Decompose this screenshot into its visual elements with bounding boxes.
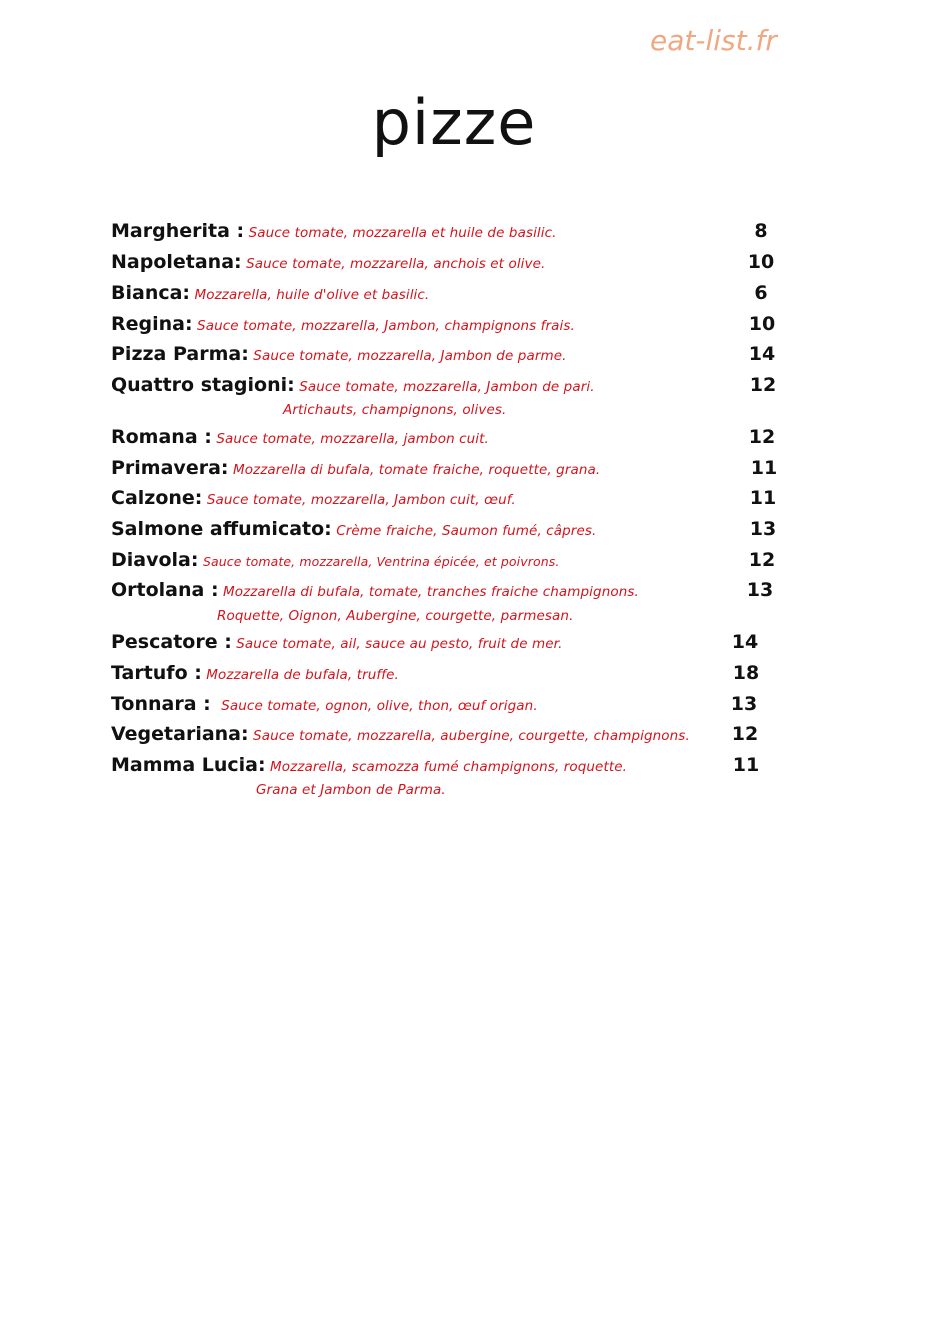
item-name: Tonnara : <box>111 693 211 715</box>
item-description: Mozzarella, huile d'olive et basilic. <box>194 287 430 303</box>
item-name: Diavola: <box>111 549 199 571</box>
item-description: Sauce tomate, mozzarella, jambon cuit. <box>216 431 489 447</box>
item-price: 6 <box>754 282 768 304</box>
item-price: 11 <box>732 754 760 776</box>
item-description: Sauce tomate, mozzarella, Jambon de pari. <box>299 379 595 395</box>
menu-item-regina <box>111 311 575 339</box>
menu-item-diavola <box>111 547 559 575</box>
item-description: Sauce tomate, mozzarella, Jambon cuit, œuf. <box>206 492 516 508</box>
item-description: Sauce tomate, mozzarella, aubergine, courgette, champignons. <box>253 728 690 744</box>
item-price: 10 <box>748 313 776 335</box>
item-description: Crème fraiche, Saumon fumé, câpres. <box>336 523 597 539</box>
menu-item-ortolana <box>111 577 639 605</box>
menu-item-primavera <box>111 455 600 483</box>
item-name: Margherita : <box>111 220 245 242</box>
item-price: 14 <box>748 343 776 365</box>
item-description: Sauce tomate, mozzarella et huile de basilic. <box>248 225 557 241</box>
item-description: Mozzarella di bufala, tomate, tranches fraiche champignons. <box>223 584 639 600</box>
item-price: 8 <box>754 220 768 242</box>
item-price: 18 <box>732 662 760 684</box>
item-name: Mamma Lucia: <box>111 754 266 776</box>
item-price: 10 <box>747 251 775 273</box>
item-price: 11 <box>749 487 777 509</box>
item-description: Sauce tomate, ognon, olive, thon, œuf origan. <box>221 698 538 714</box>
menu-item-vegetariana <box>111 721 690 749</box>
item-description: Mozzarella, scamozza fumé champignons, roquette. <box>270 759 628 775</box>
item-description: Sauce tomate, ail, sauce au pesto, fruit de mer. <box>236 636 563 652</box>
menu-item-tonnara <box>111 691 538 719</box>
item-name: Napoletana: <box>111 251 242 273</box>
menu-item-tartufo <box>111 660 399 688</box>
item-price: 12 <box>748 549 776 571</box>
item-description: Mozzarella di bufala, tomate fraiche, roquette, grana. <box>232 462 601 478</box>
item-price: 14 <box>731 631 759 653</box>
item-price: 13 <box>730 693 758 715</box>
item-name: Ortolana : <box>111 579 219 601</box>
item-description: Sauce tomate, mozzarella, anchois et olive. <box>246 256 546 272</box>
menu-item-mamma-lucia <box>111 752 627 780</box>
item-name: Regina: <box>111 313 193 335</box>
item-description: Mozzarella de bufala, truffe. <box>206 667 399 683</box>
menu-item-calzone <box>111 485 516 513</box>
menu-item-romana <box>111 424 489 452</box>
item-description: Sauce tomate, mozzarella, Jambon, champignons frais. <box>197 318 575 334</box>
page-title: pizze <box>371 86 537 159</box>
menu-item-pizza-parma <box>111 341 567 369</box>
item-description-continued: Artichauts, champignons, olives. <box>283 402 507 418</box>
item-price: 13 <box>749 518 777 540</box>
item-price: 12 <box>748 426 776 448</box>
item-name: Primavera: <box>111 457 229 479</box>
watermark: eat-list.fr <box>650 24 777 57</box>
menu-item-napoletana <box>111 249 545 277</box>
menu-item-margherita <box>111 218 557 246</box>
item-name: Romana : <box>111 426 212 448</box>
menu-item-quattro-stagioni <box>111 372 595 400</box>
menu-item-pescatore <box>111 629 562 657</box>
item-name: Tartufo : <box>111 662 202 684</box>
item-description: Sauce tomate, mozzarella, Ventrina épicée, et poivrons. <box>202 554 560 569</box>
item-description: Sauce tomate, mozzarella, Jambon de parme. <box>253 348 567 364</box>
item-name: Pizza Parma: <box>111 343 249 365</box>
item-name: Vegetariana: <box>111 723 249 745</box>
menu-item-salmone-affumicato <box>111 516 596 544</box>
item-price: 12 <box>731 723 759 745</box>
item-description-continued: Grana et Jambon de Parma. <box>256 782 446 798</box>
item-description-continued: Roquette, Oignon, Aubergine, courgette, parmesan. <box>217 608 574 624</box>
item-name: Quattro stagioni: <box>111 374 295 396</box>
item-name: Calzone: <box>111 487 203 509</box>
item-price: 11 <box>750 457 778 479</box>
menu-item-bianca <box>111 280 429 308</box>
item-price: 13 <box>746 579 774 601</box>
item-name: Salmone affumicato: <box>111 518 332 540</box>
item-name: Bianca: <box>111 282 191 304</box>
item-price: 12 <box>749 374 777 396</box>
item-name: Pescatore : <box>111 631 232 653</box>
